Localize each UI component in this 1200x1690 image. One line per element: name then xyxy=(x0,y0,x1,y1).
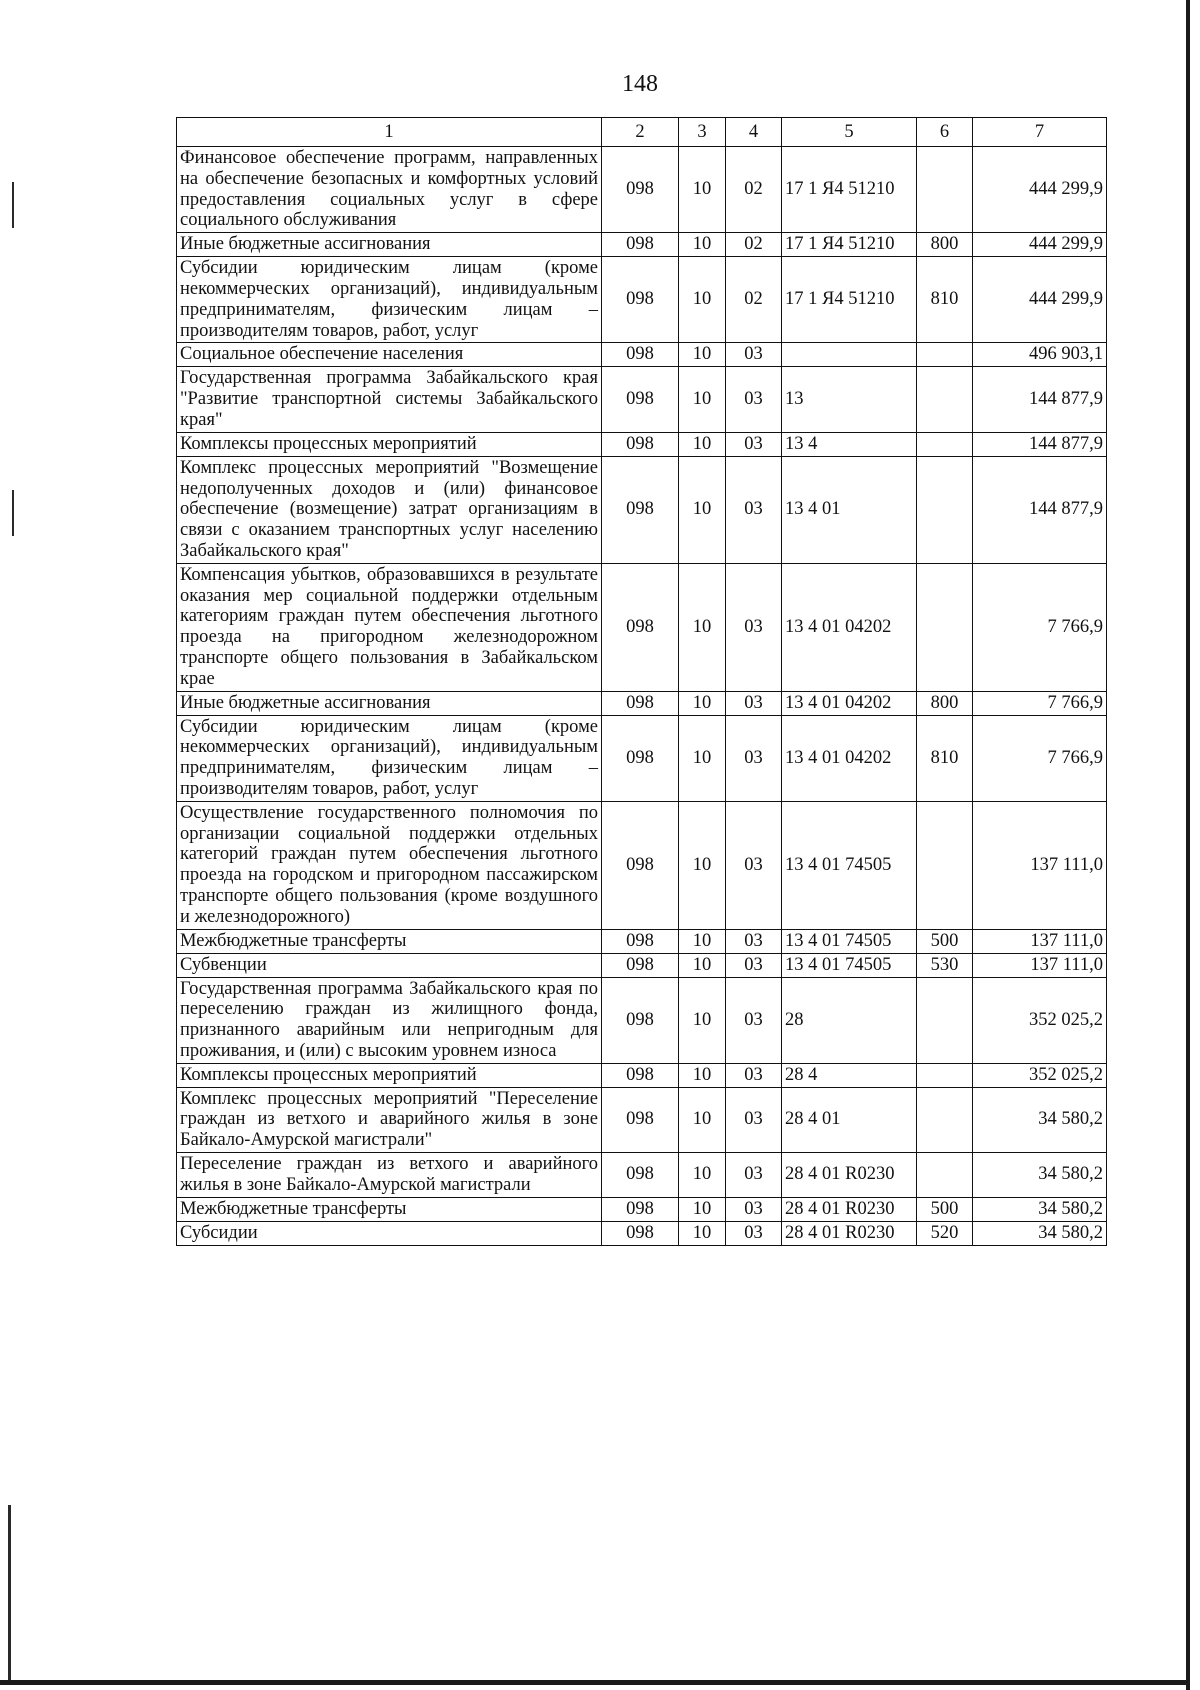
row-csr-cell: 13 4 xyxy=(782,432,917,456)
row-rz-cell: 10 xyxy=(679,1087,726,1152)
row-pr-cell: 03 xyxy=(726,1087,782,1152)
table-row xyxy=(177,1087,1107,1152)
row-ved-cell: 098 xyxy=(602,233,679,257)
table-row xyxy=(177,563,1107,691)
row-ved-cell: 098 xyxy=(602,1221,679,1245)
row-vr-cell: 520 xyxy=(917,1221,973,1245)
row-sum-cell: 496 903,1 xyxy=(973,343,1107,367)
row-ved-cell: 098 xyxy=(602,691,679,715)
row-vr-cell xyxy=(917,1063,973,1087)
row-pr-cell: 03 xyxy=(726,1153,782,1198)
row-pr-cell: 03 xyxy=(726,977,782,1063)
row-name-cell: Комплексы процессных мероприятий xyxy=(177,432,602,456)
row-vr-cell xyxy=(917,456,973,563)
row-sum-cell: 444 299,9 xyxy=(973,147,1107,233)
row-ved-cell: 098 xyxy=(602,367,679,432)
row-vr-cell xyxy=(917,147,973,233)
row-csr-cell: 28 4 01 R0230 xyxy=(782,1221,917,1245)
scan-border-bottom xyxy=(0,1680,1190,1685)
row-rz-cell: 10 xyxy=(679,147,726,233)
row-name-cell: Субвенции xyxy=(177,953,602,977)
row-pr-cell: 02 xyxy=(726,257,782,343)
row-csr-cell: 13 4 01 04202 xyxy=(782,691,917,715)
row-ved-cell: 098 xyxy=(602,343,679,367)
row-rz-cell: 10 xyxy=(679,233,726,257)
header-cell: 4 xyxy=(726,118,782,147)
row-sum-cell: 7 766,9 xyxy=(973,691,1107,715)
row-csr-cell: 28 4 01 R0230 xyxy=(782,1153,917,1198)
row-name-cell: Переселение граждан из ветхого и аварийного жилья в зоне Байкало-Амурской магистрали xyxy=(177,1153,602,1198)
row-rz-cell: 10 xyxy=(679,1153,726,1198)
row-sum-cell: 34 580,2 xyxy=(973,1153,1107,1198)
header-cell: 3 xyxy=(679,118,726,147)
row-csr-cell: 13 4 01 xyxy=(782,456,917,563)
row-sum-cell: 144 877,9 xyxy=(973,367,1107,432)
table-row xyxy=(177,1221,1107,1245)
row-vr-cell: 800 xyxy=(917,691,973,715)
budget-table xyxy=(176,117,1107,1246)
row-rz-cell: 10 xyxy=(679,953,726,977)
header-cell: 7 xyxy=(973,118,1107,147)
row-rz-cell: 10 xyxy=(679,1197,726,1221)
row-sum-cell: 137 111,0 xyxy=(973,801,1107,929)
row-pr-cell: 03 xyxy=(726,343,782,367)
row-rz-cell: 10 xyxy=(679,801,726,929)
row-pr-cell: 03 xyxy=(726,715,782,801)
row-rz-cell: 10 xyxy=(679,367,726,432)
row-pr-cell: 02 xyxy=(726,233,782,257)
row-ved-cell: 098 xyxy=(602,929,679,953)
row-name-cell: Межбюджетные трансферты xyxy=(177,929,602,953)
row-pr-cell: 03 xyxy=(726,456,782,563)
table-body xyxy=(177,147,1107,1246)
row-rz-cell: 10 xyxy=(679,977,726,1063)
scan-margin-mark xyxy=(12,182,14,228)
table-row xyxy=(177,1197,1107,1221)
table-row xyxy=(177,233,1107,257)
table-row xyxy=(177,1063,1107,1087)
row-csr-cell: 28 4 xyxy=(782,1063,917,1087)
row-vr-cell xyxy=(917,432,973,456)
row-csr-cell: 28 xyxy=(782,977,917,1063)
row-name-cell: Субсидии юридическим лицам (кроме некоммерческих организаций), индивидуальным предпринимателям, физическим лицам – производителям товаров, работ, услуг xyxy=(177,257,602,343)
row-sum-cell: 7 766,9 xyxy=(973,563,1107,691)
row-ved-cell: 098 xyxy=(602,563,679,691)
table-row xyxy=(177,977,1107,1063)
row-csr-cell: 17 1 Я4 51210 xyxy=(782,147,917,233)
table-row xyxy=(177,801,1107,929)
scan-border-right xyxy=(1186,0,1190,1690)
row-vr-cell: 810 xyxy=(917,257,973,343)
row-ved-cell: 098 xyxy=(602,1063,679,1087)
row-rz-cell: 10 xyxy=(679,343,726,367)
row-sum-cell: 444 299,9 xyxy=(973,257,1107,343)
row-rz-cell: 10 xyxy=(679,691,726,715)
table-row xyxy=(177,715,1107,801)
row-vr-cell: 530 xyxy=(917,953,973,977)
row-csr-cell xyxy=(782,343,917,367)
row-name-cell: Субсидии юридическим лицам (кроме некоммерческих организаций), индивидуальным предпринимателям, физическим лицам – производителям товаров, работ, услуг xyxy=(177,715,602,801)
table-row xyxy=(177,953,1107,977)
row-name-cell: Компенсация убытков, образовавшихся в результате оказания мер социальной поддержки отдельным категориям граждан путем обеспечения льготного проезда на пригородном железнодорожном транспорте общего пользования в Забайкальском крае xyxy=(177,563,602,691)
row-name-cell: Межбюджетные трансферты xyxy=(177,1197,602,1221)
scan-margin-mark xyxy=(12,490,14,536)
row-vr-cell: 500 xyxy=(917,929,973,953)
row-sum-cell: 144 877,9 xyxy=(973,432,1107,456)
row-ved-cell: 098 xyxy=(602,1197,679,1221)
row-vr-cell xyxy=(917,977,973,1063)
row-ved-cell: 098 xyxy=(602,147,679,233)
row-ved-cell: 098 xyxy=(602,801,679,929)
row-name-cell: Социальное обеспечение населения xyxy=(177,343,602,367)
row-name-cell: Иные бюджетные ассигнования xyxy=(177,233,602,257)
row-vr-cell xyxy=(917,563,973,691)
row-rz-cell: 10 xyxy=(679,456,726,563)
row-csr-cell: 13 4 01 74505 xyxy=(782,801,917,929)
row-name-cell: Финансовое обеспечение программ, направленных на обеспечение безопасных и комфортных условий предоставления социальных услуг в сфере социального обслуживания xyxy=(177,147,602,233)
row-ved-cell: 098 xyxy=(602,1087,679,1152)
row-sum-cell: 444 299,9 xyxy=(973,233,1107,257)
row-sum-cell: 34 580,2 xyxy=(973,1197,1107,1221)
row-sum-cell: 7 766,9 xyxy=(973,715,1107,801)
row-name-cell: Осуществление государственного полномочия по организации социальной поддержки отдельных категорий граждан путем обеспечения льготного проезда на городском и пригородном пассажирском транспорте общего пользования (кроме воздушного и железнодорожного) xyxy=(177,801,602,929)
row-sum-cell: 352 025,2 xyxy=(973,1063,1107,1087)
row-csr-cell: 13 4 01 74505 xyxy=(782,953,917,977)
row-vr-cell xyxy=(917,801,973,929)
table-row xyxy=(177,343,1107,367)
row-csr-cell: 17 1 Я4 51210 xyxy=(782,233,917,257)
row-pr-cell: 02 xyxy=(726,147,782,233)
row-ved-cell: 098 xyxy=(602,432,679,456)
row-pr-cell: 03 xyxy=(726,1221,782,1245)
row-csr-cell: 13 4 01 04202 xyxy=(782,563,917,691)
row-sum-cell: 137 111,0 xyxy=(973,953,1107,977)
header-cell: 2 xyxy=(602,118,679,147)
row-name-cell: Субсидии xyxy=(177,1221,602,1245)
row-rz-cell: 10 xyxy=(679,929,726,953)
row-vr-cell xyxy=(917,367,973,432)
table-row xyxy=(177,456,1107,563)
row-pr-cell: 03 xyxy=(726,1063,782,1087)
row-vr-cell: 810 xyxy=(917,715,973,801)
row-csr-cell: 13 4 01 74505 xyxy=(782,929,917,953)
row-pr-cell: 03 xyxy=(726,929,782,953)
row-csr-cell: 28 4 01 xyxy=(782,1087,917,1152)
table-row xyxy=(177,147,1107,233)
row-rz-cell: 10 xyxy=(679,563,726,691)
row-csr-cell: 28 4 01 R0230 xyxy=(782,1197,917,1221)
row-csr-cell: 13 xyxy=(782,367,917,432)
row-sum-cell: 144 877,9 xyxy=(973,456,1107,563)
row-vr-cell: 500 xyxy=(917,1197,973,1221)
row-ved-cell: 098 xyxy=(602,715,679,801)
row-name-cell: Государственная программа Забайкальского края по переселению граждан из жилищного фонда, признанного аварийным или непригодным для проживания, и (или) с высоким уровнем износа xyxy=(177,977,602,1063)
row-ved-cell: 098 xyxy=(602,456,679,563)
row-rz-cell: 10 xyxy=(679,1221,726,1245)
row-sum-cell: 34 580,2 xyxy=(973,1087,1107,1152)
row-pr-cell: 03 xyxy=(726,563,782,691)
table-row xyxy=(177,257,1107,343)
row-csr-cell: 17 1 Я4 51210 xyxy=(782,257,917,343)
row-vr-cell xyxy=(917,1153,973,1198)
table-row xyxy=(177,432,1107,456)
row-rz-cell: 10 xyxy=(679,257,726,343)
table-row xyxy=(177,1153,1107,1198)
header-cell: 1 xyxy=(177,118,602,147)
table-row xyxy=(177,367,1107,432)
row-name-cell: Комплексы процессных мероприятий xyxy=(177,1063,602,1087)
row-name-cell: Государственная программа Забайкальского края "Развитие транспортной системы Забайкальского края" xyxy=(177,367,602,432)
row-pr-cell: 03 xyxy=(726,691,782,715)
row-name-cell: Комплекс процессных мероприятий "Возмещение недополученных доходов и (или) финансовое обеспечение (возмещение) затрат организациям в связи с оказанием транспортных услуг населению Забайкальского края" xyxy=(177,456,602,563)
row-csr-cell: 13 4 01 04202 xyxy=(782,715,917,801)
table-row xyxy=(177,929,1107,953)
row-pr-cell: 03 xyxy=(726,801,782,929)
scan-margin-mark xyxy=(8,1505,11,1680)
row-rz-cell: 10 xyxy=(679,1063,726,1087)
row-pr-cell: 03 xyxy=(726,432,782,456)
header-cell: 6 xyxy=(917,118,973,147)
row-name-cell: Иные бюджетные ассигнования xyxy=(177,691,602,715)
row-vr-cell: 800 xyxy=(917,233,973,257)
page-number: 148 xyxy=(622,71,658,97)
row-vr-cell xyxy=(917,343,973,367)
row-ved-cell: 098 xyxy=(602,1153,679,1198)
row-rz-cell: 10 xyxy=(679,715,726,801)
row-pr-cell: 03 xyxy=(726,1197,782,1221)
row-sum-cell: 352 025,2 xyxy=(973,977,1107,1063)
header-cell: 5 xyxy=(782,118,917,147)
row-ved-cell: 098 xyxy=(602,977,679,1063)
row-ved-cell: 098 xyxy=(602,953,679,977)
row-pr-cell: 03 xyxy=(726,367,782,432)
row-pr-cell: 03 xyxy=(726,953,782,977)
row-ved-cell: 098 xyxy=(602,257,679,343)
row-sum-cell: 137 111,0 xyxy=(973,929,1107,953)
row-vr-cell xyxy=(917,1087,973,1152)
row-rz-cell: 10 xyxy=(679,432,726,456)
row-name-cell: Комплекс процессных мероприятий "Переселение граждан из ветхого и аварийного жилья в зоне Байкало-Амурской магистрали" xyxy=(177,1087,602,1152)
table-header-row xyxy=(177,118,1107,147)
table-row xyxy=(177,691,1107,715)
row-sum-cell: 34 580,2 xyxy=(973,1221,1107,1245)
